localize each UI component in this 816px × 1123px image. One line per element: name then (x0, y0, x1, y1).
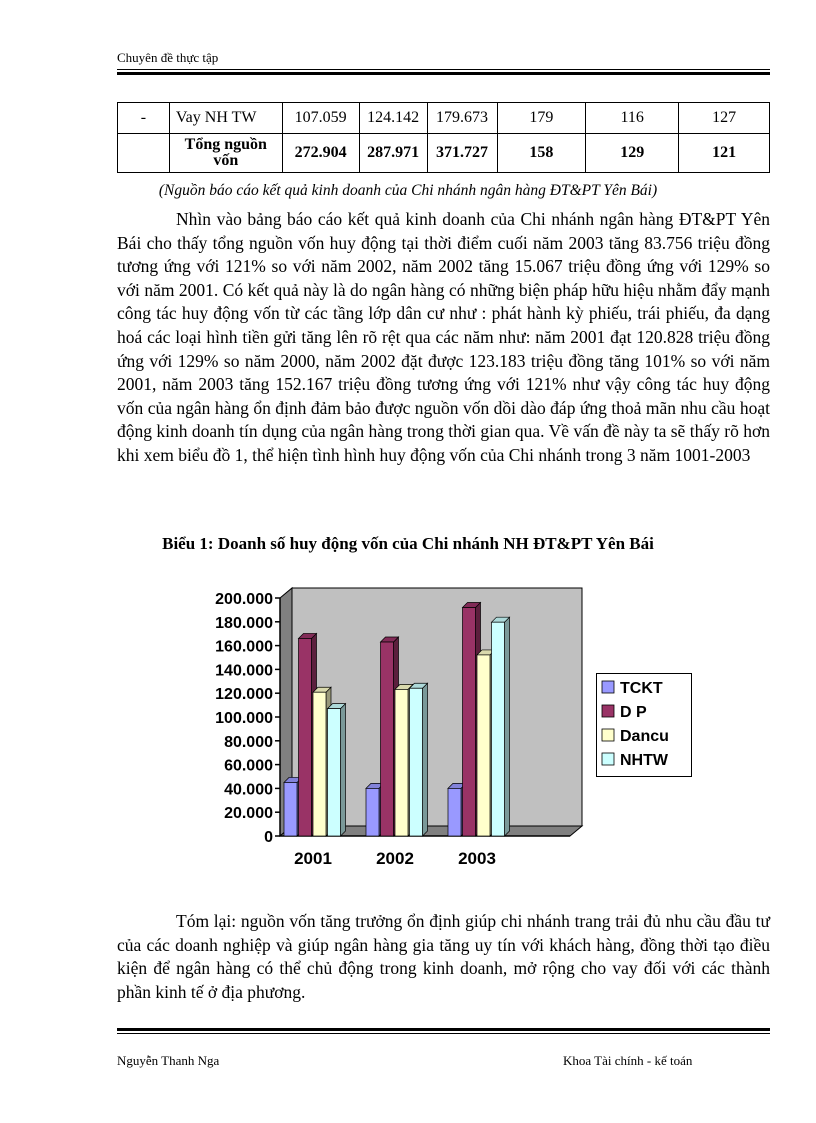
table-cell: 116 (586, 103, 679, 134)
table-cell (118, 134, 170, 173)
bar-nhtw-2001 (328, 709, 341, 836)
page-header-title: Chuyên đề thực tập (117, 50, 219, 65)
table-cell: 179 (497, 103, 586, 134)
table-cell: 158 (497, 134, 586, 173)
bar-dp-2001 (299, 638, 312, 836)
bar-dancu-2002 (395, 689, 408, 836)
table-cell: Tổng nguồn vốn (169, 134, 282, 173)
bar-chart (180, 585, 600, 875)
legend-label: TCKT (620, 680, 663, 697)
chart-title: Biểu 1: Doanh số huy động vốn của Chi nhánh NH ĐT&PT Yên Bái (162, 534, 654, 553)
footer-rule-thick (117, 1028, 770, 1031)
bar-dancu-2001 (313, 692, 326, 836)
y-tick-label: 180.000 (215, 614, 273, 632)
y-tick-label: 0 (264, 829, 273, 846)
bar-side-nhtw (423, 683, 428, 836)
table-cell: 129 (586, 134, 679, 173)
bar-tckt-2002 (366, 788, 379, 836)
table-cell: 124.142 (359, 103, 427, 134)
footer-rule-thin (117, 1033, 770, 1034)
table-cell: 371.727 (427, 134, 497, 173)
footer-department: Khoa Tài chính - kế toán (563, 1053, 693, 1068)
table-cell: 287.971 (359, 134, 427, 173)
source-note: (Nguồn báo cáo kết quả kinh doanh của Chi nhánh ngân hàng ĐT&PT Yên Bái) (158, 182, 658, 199)
bar-dp-2002 (381, 642, 394, 836)
bar-tckt-2001 (284, 782, 297, 836)
body-paragraph-1: Nhìn vào bảng báo cáo kết quả kinh doanh của Chi nhánh ngân hàng ĐT&PT Yên Bái cho thấy tổng nguồn vốn huy động tại thời điểm cuối năm 2003 tăng 83.756 triệu đồng tương ứng với 121% so với năm 2002, năm 2002 tăng 15.067 triệu đồng ứng với 129% so với năm 2001. Có kết quả này là do ngân hàng có những biện pháp hữu hiệu nhằm đẩy mạnh công tác huy động vốn từ các tầng lớp dân cư như : phát hành kỳ phiếu, trái phiếu, đa dạng hoá các loại hình tiền gửi tăng lên rõ rệt qua các năm như: năm 2001 đạt 120.828 triệu đồng ứng với 129% so năm 2000, năm 2002 đặt được 123.183 triệu đồng tăng 101% so với năm 2001, năm 2003 tăng 152.167 triệu đồng tương ứng với 121% như vậy công tác huy động vốn của ngân hàng ổn định đảm bảo được nguồn vốn dồi dào đáp ứng thoả mãn nhu cầu hoạt động kinh doanh tín dụng của ngân hàng trong thời gian qua. Về vấn đề này ta sẽ thấy rõ hơn khi xem biểu đồ 1, thể hiện tình hình huy động vốn của Chi nhánh trong 3 năm 1001-2003 (117, 209, 770, 465)
table-cell: 121 (679, 134, 770, 173)
legend-swatch (602, 729, 614, 741)
y-tick-label: 20.000 (224, 805, 273, 823)
y-tick-label: 200.000 (215, 591, 273, 608)
table-cell: 179.673 (427, 103, 497, 134)
chart-legend (596, 673, 692, 777)
bar-nhtw-2003 (492, 622, 505, 836)
table-row (118, 134, 770, 173)
y-tick-label: 160.000 (215, 638, 273, 656)
table-cell: Vay NH TW (169, 103, 282, 134)
x-tick-label: 2001 (294, 849, 332, 868)
legend-swatch (602, 753, 614, 765)
legend-label: Dancu (620, 728, 669, 745)
legend-label: NHTW (620, 752, 668, 769)
legend-swatch (602, 705, 614, 717)
x-tick-label: 2002 (376, 849, 414, 868)
legend-label: D P (620, 704, 647, 721)
y-tick-label: 40.000 (224, 781, 273, 799)
table-row (118, 103, 770, 134)
table-cell: - (118, 103, 170, 134)
legend-swatch (602, 681, 614, 693)
table-cell: 107.059 (282, 103, 359, 134)
capital-table (117, 102, 770, 173)
x-tick-label: 2003 (458, 849, 496, 868)
y-tick-label: 120.000 (215, 686, 273, 704)
bar-nhtw-2002 (410, 688, 423, 836)
bar-side-nhtw (505, 617, 510, 836)
table-cell: 272.904 (282, 134, 359, 173)
y-tick-label: 100.000 (215, 710, 273, 727)
bar-side-nhtw (341, 704, 346, 836)
table-cell: 127 (679, 103, 770, 134)
header-rule-thick (117, 72, 770, 75)
body-paragraph-2: Tóm lại: nguồn vốn tăng trưởng ổn định giúp chi nhánh trang trải đủ nhu cầu đầu tư của các doanh nghiệp và giúp ngân hàng gia tăng uy tín với khách hàng, đồng thời tạo điều kiện để ngân hàng có thể chủ động trong kinh doanh, mở rộng cho vay đối với các thành phần kinh tế ở địa phương. (117, 911, 770, 1002)
bar-dancu-2003 (477, 655, 490, 836)
y-tick-label: 60.000 (224, 757, 273, 775)
bar-tckt-2003 (448, 788, 461, 836)
header-rule-thin (117, 69, 770, 70)
footer-author: Nguyễn Thanh Nga (117, 1053, 220, 1068)
bar-dp-2003 (463, 608, 476, 836)
y-tick-label: 80.000 (224, 733, 273, 751)
y-tick-label: 140.000 (215, 662, 273, 680)
